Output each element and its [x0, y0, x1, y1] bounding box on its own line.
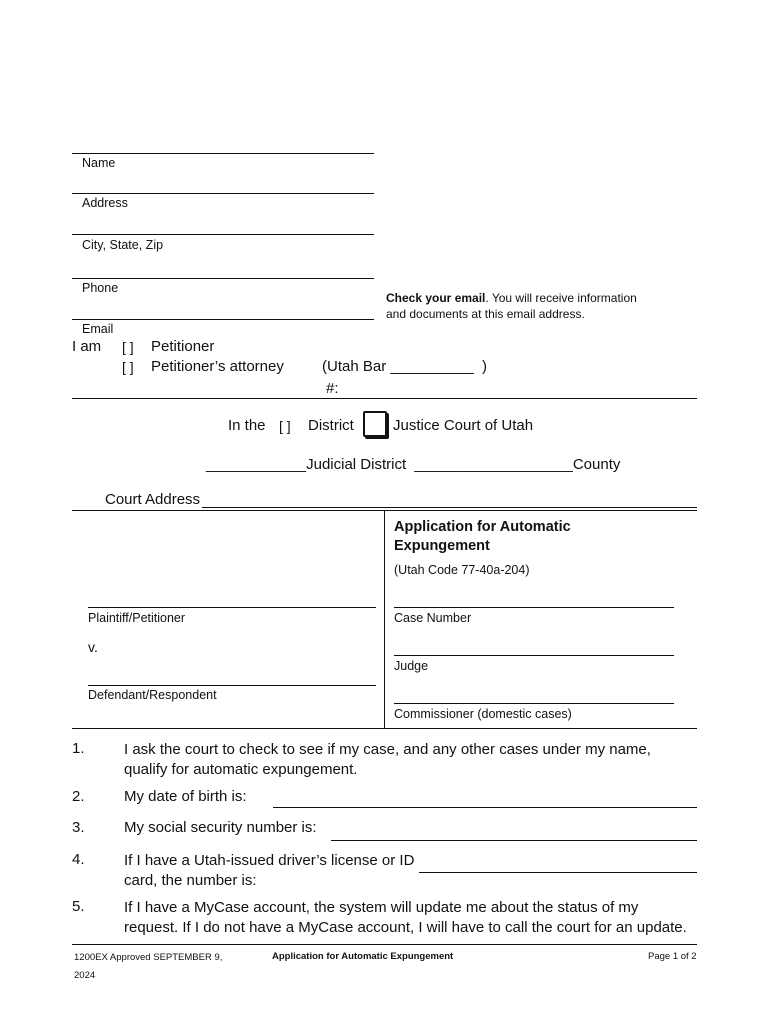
item-3-text: My social security number is:: [124, 819, 317, 836]
item-5-line2: request. If I do not have a MyCase account, I will have to call the court for an update.: [124, 919, 687, 936]
item-1-line2: qualify for automatic expungement.: [124, 761, 358, 778]
petitioner-label: Petitioner: [151, 338, 215, 355]
footer-page: Page 1 of 2: [648, 951, 697, 962]
court-address-line[interactable]: [202, 507, 697, 508]
form-title: [394, 518, 571, 556]
plaintiff-line[interactable]: [88, 607, 376, 608]
city-line[interactable]: [72, 234, 374, 235]
item-3-number: 3.: [72, 819, 85, 836]
case-number-line[interactable]: [394, 607, 674, 608]
item-2-number: 2.: [72, 788, 85, 805]
footer-line: [72, 944, 697, 945]
bar-blank[interactable]: __________: [390, 358, 474, 375]
attorney-label: Petitioner’s attorney: [151, 358, 284, 375]
name-label: Name: [82, 156, 116, 170]
form-title-line1: Application for Automatic: [394, 519, 571, 535]
name-line[interactable]: [72, 153, 374, 154]
item-2-text: My date of birth is:: [124, 788, 247, 805]
justice-label: Justice Court of Utah: [393, 417, 534, 434]
phone-label: Phone: [82, 281, 119, 295]
justice-court-checkbox[interactable]: [363, 411, 387, 437]
license-line[interactable]: [419, 872, 697, 873]
ssn-line[interactable]: [331, 840, 697, 841]
caption-divider: [384, 510, 385, 728]
i-am-label: I am: [72, 338, 102, 355]
item-4-line2: card, the number is:: [124, 872, 257, 889]
utah-code: (Utah Code 77-40a-204): [394, 563, 530, 577]
district-label: District: [308, 417, 354, 434]
petitioner-checkbox[interactable]: [ ]: [122, 339, 134, 355]
item-5-text: [124, 898, 687, 938]
county-label: County: [572, 456, 621, 473]
court-address-label: Court Address: [105, 491, 201, 508]
item-1-line1: I ask the court to check to see if my case, and any other cases under my name,: [124, 741, 651, 758]
bar-open: (Utah Bar: [322, 358, 387, 375]
item-4-number: 4.: [72, 851, 85, 868]
judicial-label: Judicial District: [306, 456, 407, 473]
defendant-label: Defendant/Respondent: [88, 688, 217, 702]
birthdate-line[interactable]: [273, 807, 697, 808]
defendant-line[interactable]: [88, 685, 376, 686]
email-note: [386, 290, 637, 322]
address-label: Address: [82, 196, 128, 210]
item-4-line1: If I have a Utah-issued driver’s license or ID: [124, 852, 415, 869]
item-5-number: 5.: [72, 898, 85, 915]
district-checkbox[interactable]: [ ]: [279, 418, 291, 434]
email-note-line2: and documents at this email address.: [386, 307, 585, 321]
bar-hash: #:: [326, 380, 339, 397]
attorney-checkbox[interactable]: [ ]: [122, 359, 134, 375]
county-blank[interactable]: ___________________: [414, 456, 573, 473]
in-the-label: In the: [228, 417, 266, 434]
judge-label: Judge: [394, 659, 429, 673]
email-note-bold: Check your email: [386, 291, 486, 305]
versus-label: v.: [88, 639, 98, 655]
email-note-rest: . You will receive information: [485, 291, 637, 305]
item-5-line1: If I have a MyCase account, the system will update me about the status of my: [124, 899, 639, 916]
email-line[interactable]: [72, 319, 374, 320]
item-1-number: 1.: [72, 740, 85, 757]
case-number-label: Case Number: [394, 611, 472, 625]
footer-form-id: [74, 951, 222, 982]
footer-form-id-line1: 1200EX Approved SEPTEMBER 9,: [74, 952, 223, 963]
role-divider: [72, 398, 697, 399]
address-line[interactable]: [72, 193, 374, 194]
phone-line[interactable]: [72, 278, 374, 279]
item-1-text: [124, 740, 651, 780]
form-title-line2: Expungement: [394, 538, 490, 554]
footer-title: Application for Automatic Expungement: [272, 951, 454, 962]
judge-line[interactable]: [394, 655, 674, 656]
item-4-text: [124, 851, 414, 891]
judicial-blank[interactable]: ____________: [206, 456, 307, 473]
caption-bottom-line: [72, 728, 697, 729]
commissioner-label: Commissioner (domestic cases): [394, 707, 572, 721]
bar-close: ): [481, 358, 487, 375]
judicial-district-row: [206, 456, 620, 473]
bar-number-field[interactable]: [322, 358, 487, 375]
city-label: City, State, Zip: [82, 238, 164, 252]
plaintiff-label: Plaintiff/Petitioner: [88, 611, 186, 625]
footer-year: 2024: [74, 970, 96, 981]
commissioner-line[interactable]: [394, 703, 674, 704]
email-label: Email: [82, 322, 114, 336]
